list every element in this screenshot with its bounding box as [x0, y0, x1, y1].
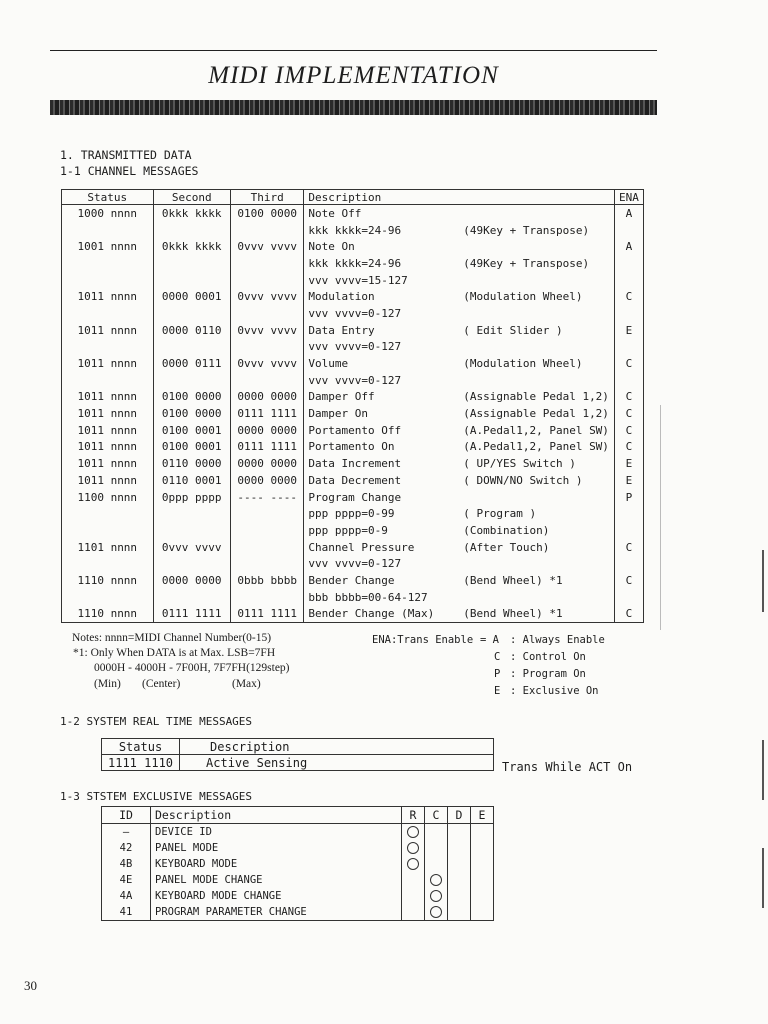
ena-cell: C	[614, 606, 643, 623]
id-cell: 41	[119, 906, 133, 918]
flag-c-cell	[425, 888, 448, 904]
second-cell	[153, 372, 230, 389]
table-header-row	[62, 190, 644, 205]
ena-cell	[614, 372, 643, 389]
description-cell: Damper On	[304, 405, 459, 422]
flag-r-cell	[402, 888, 425, 904]
table-header-row	[102, 739, 494, 755]
ena-key-e: E	[494, 685, 501, 697]
margin-mark	[762, 848, 764, 908]
ena-cell: C	[614, 439, 643, 456]
ena-cell: C	[614, 288, 643, 305]
circle-mark-icon	[407, 842, 419, 854]
status-cell	[62, 339, 154, 356]
note-cell	[459, 339, 614, 356]
note-cell: ( UP/YES Switch )	[463, 457, 576, 471]
channel-messages-table	[61, 189, 644, 623]
table-row	[62, 272, 644, 289]
table-row	[102, 856, 494, 872]
table-row	[102, 872, 494, 888]
flag-e-cell	[471, 840, 494, 856]
col-e: E	[471, 807, 494, 824]
third-cell	[230, 222, 303, 239]
second-cell: 0110 0000	[153, 455, 230, 472]
col-status: Status	[62, 190, 154, 205]
status-cell: 1011 nnnn	[77, 423, 138, 437]
second-cell: 0000 0111	[153, 355, 230, 372]
third-cell	[230, 305, 303, 322]
description-cell: Program Change	[304, 489, 459, 506]
second-cell: 0100 0000	[153, 389, 230, 406]
section2-heading: 1-2 SYSTEM REAL TIME MESSAGES	[60, 715, 253, 728]
flag-e-cell	[471, 824, 494, 841]
col-r: R	[402, 807, 425, 824]
third-cell: 0111 1111	[230, 439, 303, 456]
col-description: Description	[304, 190, 459, 205]
description-cell: Data Decrement	[304, 472, 459, 489]
table-row	[62, 539, 644, 556]
ena-cell	[614, 505, 643, 522]
circle-mark-icon	[430, 874, 442, 886]
note-line-3: 0000H - 4000H - 7F00H, 7F7FH(129step)	[94, 662, 290, 674]
ena-cell: E	[614, 455, 643, 472]
description-cell: DEVICE ID	[151, 824, 402, 841]
description-cell: PROGRAM PARAMETER CHANGE	[151, 904, 402, 921]
flag-c-cell	[425, 824, 448, 841]
status-cell: 1011 nnnn	[77, 473, 138, 487]
second-cell	[153, 222, 230, 239]
third-cell: 0vvv vvvv	[230, 322, 303, 339]
table-row	[62, 255, 644, 272]
id-cell: 4A	[119, 890, 133, 902]
ena-cell	[614, 555, 643, 572]
third-cell: 0111 1111	[230, 606, 303, 623]
table-row	[62, 439, 644, 456]
description-cell: vvv vvvv=0-127	[304, 372, 459, 389]
table-row	[62, 288, 644, 305]
note-cell: ( Edit Slider )	[463, 323, 563, 337]
description-cell: vvv vvvv=0-127	[304, 555, 459, 572]
status-cell: 1111 1110	[102, 755, 180, 771]
description-cell: kkk kkkk=24-96	[304, 222, 459, 239]
status-cell: 1110 nnnn	[77, 573, 138, 587]
flag-r-cell	[402, 856, 425, 872]
third-cell: 0bbb bbbb	[230, 572, 303, 589]
second-cell: 0vvv vvvv	[153, 539, 230, 556]
scan-edge	[660, 405, 661, 630]
ena-key-a: = A	[480, 634, 499, 646]
status-cell: 1000 nnnn	[77, 206, 138, 220]
description-cell: KEYBOARD MODE	[151, 856, 402, 872]
third-cell	[230, 522, 303, 539]
table-row	[62, 238, 644, 255]
status-cell: 1011 nnnn	[77, 440, 138, 454]
real-time-side-note: Trans While ACT On	[502, 760, 633, 774]
col-status: Status	[102, 739, 180, 755]
description-cell: PANEL MODE	[151, 840, 402, 856]
table-row	[62, 205, 644, 222]
table-row	[62, 389, 644, 406]
third-cell: 0100 0000	[230, 205, 303, 222]
description-cell: Damper Off	[304, 389, 459, 406]
table-row	[62, 305, 644, 322]
table-row	[62, 555, 644, 572]
table-row	[62, 472, 644, 489]
note-center: (Center)	[142, 678, 181, 690]
third-cell	[230, 555, 303, 572]
status-cell	[62, 372, 154, 389]
flag-d-cell	[448, 824, 471, 841]
third-cell: 0vvv vvvv	[230, 355, 303, 372]
third-cell: 0vvv vvvv	[230, 288, 303, 305]
note-cell: ( DOWN/NO Switch )	[463, 473, 583, 487]
note-cell: (A.Pedal1,2, Panel SW)	[463, 440, 609, 454]
ena-text-c: : Control On	[510, 651, 586, 663]
id-cell: 42	[119, 842, 133, 854]
section3-heading: 1-3 STSTEM EXCLUSIVE MESSAGES	[60, 790, 253, 803]
second-cell	[153, 272, 230, 289]
second-cell: 0111 1111	[153, 606, 230, 623]
description-cell: Data Increment	[304, 455, 459, 472]
page-title: MIDI IMPLEMENTATION	[208, 62, 499, 89]
description-cell: vvv vvvv=0-127	[304, 339, 459, 356]
description-cell: vvv vvvv=0-127	[304, 305, 459, 322]
table-row	[62, 405, 644, 422]
third-cell: 0111 1111	[230, 405, 303, 422]
table-row	[62, 572, 644, 589]
note-cell: (Assignable Pedal 1,2)	[463, 407, 609, 421]
flag-e-cell	[471, 888, 494, 904]
table-row	[62, 489, 644, 506]
note-cell: (Assignable Pedal 1,2)	[463, 390, 609, 404]
note-cell	[459, 272, 614, 289]
status-cell: 1011 nnnn	[77, 323, 138, 337]
second-cell	[153, 522, 230, 539]
status-cell: 1011 nnnn	[77, 457, 138, 471]
note-cell: (A.Pedal1,2, Panel SW)	[463, 423, 609, 437]
ena-cell	[614, 522, 643, 539]
flag-d-cell	[448, 856, 471, 872]
status-cell	[62, 522, 154, 539]
col-third: Third	[230, 190, 303, 205]
second-cell: 0000 0001	[153, 288, 230, 305]
description-cell: Note Off	[304, 205, 459, 222]
table-row	[62, 339, 644, 356]
note-cell: (Modulation Wheel)	[463, 357, 583, 371]
note-min: (Min)	[94, 678, 121, 690]
circle-mark-icon	[407, 826, 419, 838]
margin-mark	[762, 740, 764, 800]
note-cell	[459, 305, 614, 322]
description-cell: Bender Change (Max)	[304, 606, 459, 623]
ena-cell	[614, 255, 643, 272]
status-cell: 1011 nnnn	[77, 407, 138, 421]
ena-cell	[614, 272, 643, 289]
second-cell: 0110 0001	[153, 472, 230, 489]
note-line-2: *1: Only When DATA is at Max. LSB=7FH	[73, 647, 276, 659]
description-cell: Volume	[304, 355, 459, 372]
description-cell: kkk kkkk=24-96	[304, 255, 459, 272]
description-cell: Note On	[304, 238, 459, 255]
note-line-1: Notes: nnnn=MIDI Channel Number(0-15)	[72, 632, 272, 644]
second-cell: 0100 0001	[153, 439, 230, 456]
flag-r-cell	[402, 904, 425, 921]
second-cell: 0kkk kkkk	[153, 238, 230, 255]
ena-cell: A	[614, 238, 643, 255]
third-cell	[230, 539, 303, 556]
note-cell: (Modulation Wheel)	[463, 290, 583, 304]
status-cell	[62, 222, 154, 239]
second-cell: 0000 0110	[153, 322, 230, 339]
table-row	[102, 755, 494, 771]
flag-c-cell	[425, 904, 448, 921]
margin-mark	[762, 550, 764, 612]
table-header-row	[102, 807, 494, 824]
description-cell: Bender Change	[304, 572, 459, 589]
section1-heading: 1. TRANSMITTED DATA	[60, 148, 192, 162]
third-cell: 0vvv vvvv	[230, 238, 303, 255]
page-number: 30	[24, 978, 37, 993]
table-row	[62, 505, 644, 522]
note-cell: (49Key + Transpose)	[463, 256, 590, 270]
id-cell: —	[122, 826, 130, 838]
circle-mark-icon	[430, 906, 442, 918]
table-row	[62, 372, 644, 389]
description-cell: bbb bbbb=00-64-127	[304, 589, 459, 606]
third-cell	[230, 589, 303, 606]
status-cell	[62, 272, 154, 289]
ena-text-e: : Exclusive On	[510, 685, 599, 697]
ena-cell: E	[614, 322, 643, 339]
table-row	[62, 355, 644, 372]
note-cell	[459, 489, 614, 506]
description-cell: ppp pppp=0-99	[304, 505, 459, 522]
flag-c-cell	[425, 840, 448, 856]
status-cell: 1110 nnnn	[77, 607, 138, 621]
note-cell: (49Key + Transpose)	[463, 223, 590, 237]
table-row	[62, 422, 644, 439]
ena-cell	[614, 589, 643, 606]
ena-cell: E	[614, 472, 643, 489]
status-cell	[62, 589, 154, 606]
status-cell: 1001 nnnn	[77, 240, 138, 254]
note-cell	[459, 589, 614, 606]
third-cell: 0000 0000	[230, 455, 303, 472]
status-cell	[62, 555, 154, 572]
note-cell	[459, 238, 614, 255]
col-description: Description	[151, 807, 402, 824]
second-cell: 0100 0000	[153, 405, 230, 422]
ena-cell: C	[614, 539, 643, 556]
second-cell: 0ppp pppp	[153, 489, 230, 506]
flag-e-cell	[471, 856, 494, 872]
ena-cell: C	[614, 572, 643, 589]
second-cell: 0000 0000	[153, 572, 230, 589]
note-max: (Max)	[232, 678, 261, 690]
third-cell	[230, 339, 303, 356]
flag-r-cell	[402, 824, 425, 841]
col-second: Second	[153, 190, 230, 205]
table-row	[62, 589, 644, 606]
third-cell: 0000 0000	[230, 389, 303, 406]
second-cell	[153, 339, 230, 356]
circle-mark-icon	[407, 858, 419, 870]
flag-c-cell	[425, 856, 448, 872]
note-cell	[459, 555, 614, 572]
note-cell: ( Program )	[463, 507, 537, 521]
header-rule	[50, 50, 657, 51]
ena-cell: A	[614, 205, 643, 222]
second-cell	[153, 555, 230, 572]
ena-key-c: C	[494, 651, 501, 663]
table-row	[102, 824, 494, 841]
description-cell: KEYBOARD MODE CHANGE	[151, 888, 402, 904]
id-cell: 4B	[119, 858, 133, 870]
table-row	[62, 606, 644, 623]
second-cell	[153, 255, 230, 272]
ena-text-p: : Program On	[510, 668, 586, 680]
note-cell	[459, 372, 614, 389]
status-cell	[62, 255, 154, 272]
table-row	[62, 322, 644, 339]
exclusive-messages-table	[101, 806, 494, 921]
ena-text-a: : Always Enable	[510, 634, 605, 646]
id-cell: 4E	[119, 874, 133, 886]
ena-cell: C	[614, 422, 643, 439]
third-cell: 0000 0000	[230, 422, 303, 439]
third-cell	[230, 372, 303, 389]
description-cell: Portamento Off	[304, 422, 459, 439]
ena-cell: P	[614, 489, 643, 506]
second-cell	[153, 589, 230, 606]
ena-cell	[614, 339, 643, 356]
flag-e-cell	[471, 872, 494, 888]
description-cell: Data Entry	[304, 322, 459, 339]
col-note	[459, 190, 614, 205]
status-cell	[62, 305, 154, 322]
description-cell: vvv vvvv=15-127	[304, 272, 459, 289]
flag-d-cell	[448, 888, 471, 904]
ena-cell	[614, 305, 643, 322]
real-time-table	[101, 738, 494, 771]
description-cell: Active Sensing	[180, 755, 494, 771]
table-row	[102, 888, 494, 904]
ena-cell	[614, 222, 643, 239]
status-cell: 1011 nnnn	[77, 290, 138, 304]
flag-d-cell	[448, 872, 471, 888]
note-cell: (Bend Wheel) *1	[463, 573, 563, 587]
flag-e-cell	[471, 904, 494, 921]
flag-d-cell	[448, 904, 471, 921]
col-ena: ENA	[614, 190, 643, 205]
status-cell	[62, 505, 154, 522]
col-d: D	[448, 807, 471, 824]
flag-c-cell	[425, 872, 448, 888]
ena-legend-title: ENA:Trans Enable	[372, 634, 474, 646]
flag-d-cell	[448, 840, 471, 856]
section1-subheading: 1-1 CHANNEL MESSAGES	[60, 164, 199, 178]
table-row	[102, 840, 494, 856]
circle-mark-icon	[430, 890, 442, 902]
note-cell	[459, 205, 614, 222]
second-cell	[153, 505, 230, 522]
description-cell: Portamento On	[304, 439, 459, 456]
table-row	[102, 904, 494, 921]
third-cell	[230, 505, 303, 522]
status-cell: 1100 nnnn	[77, 490, 138, 504]
ena-key-p: P	[494, 668, 501, 680]
description-cell: PANEL MODE CHANGE	[151, 872, 402, 888]
ena-cell: C	[614, 355, 643, 372]
status-cell: 1011 nnnn	[77, 357, 138, 371]
note-cell: (Combination)	[463, 523, 550, 537]
flag-r-cell	[402, 840, 425, 856]
note-cell: (Bend Wheel) *1	[463, 607, 563, 621]
third-cell: ---- ----	[230, 489, 303, 506]
third-cell: 0000 0000	[230, 472, 303, 489]
note-cell: (After Touch)	[463, 540, 550, 554]
third-cell	[230, 272, 303, 289]
col-c: C	[425, 807, 448, 824]
description-cell: Channel Pressure	[304, 539, 459, 556]
flag-r-cell	[402, 872, 425, 888]
second-cell: 0kkk kkkk	[153, 205, 230, 222]
status-cell: 1101 nnnn	[77, 540, 138, 554]
ena-cell: C	[614, 389, 643, 406]
description-cell: Modulation	[304, 288, 459, 305]
title-band	[50, 100, 657, 115]
col-description: Description	[180, 739, 494, 755]
table-row	[62, 522, 644, 539]
status-cell: 1011 nnnn	[77, 390, 138, 404]
third-cell	[230, 255, 303, 272]
second-cell: 0100 0001	[153, 422, 230, 439]
col-id: ID	[102, 807, 151, 824]
description-cell: ppp pppp=0-9	[304, 522, 459, 539]
table-row	[62, 222, 644, 239]
table-row	[62, 455, 644, 472]
second-cell	[153, 305, 230, 322]
ena-cell: C	[614, 405, 643, 422]
